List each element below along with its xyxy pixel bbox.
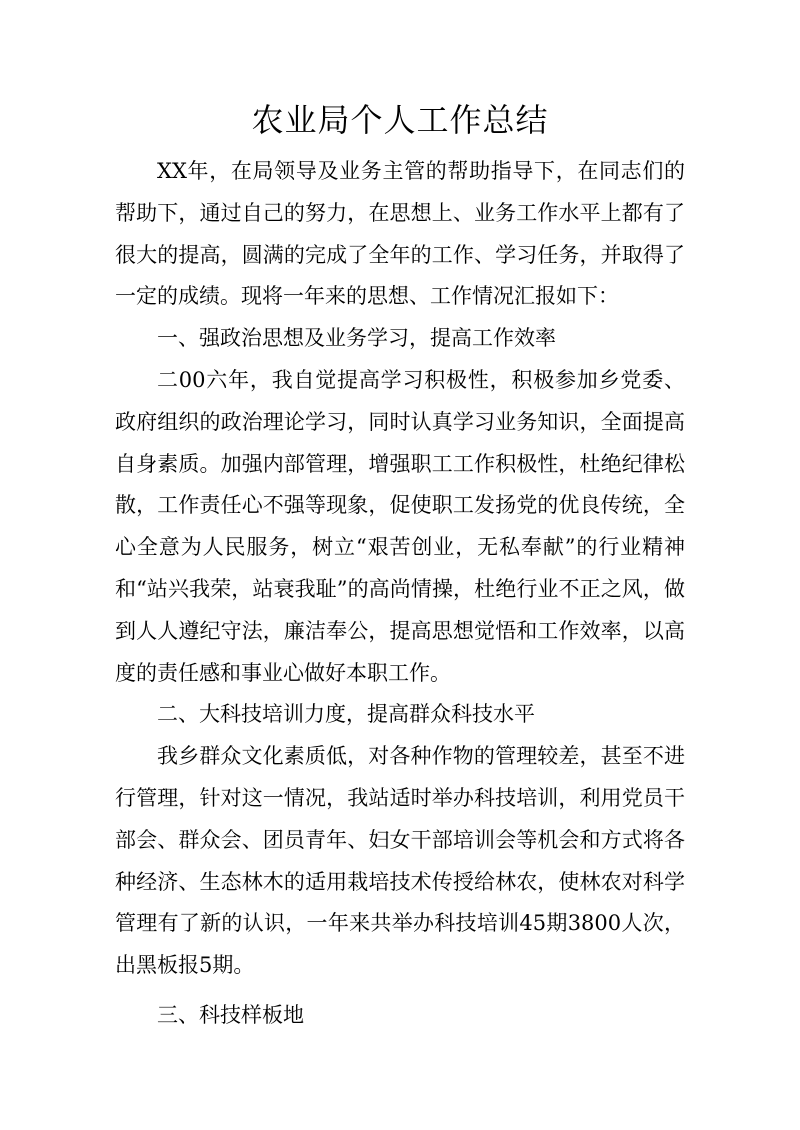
document-title: 农业局个人工作总结 [251,101,549,139]
document-body [115,151,685,1037]
section-2-paragraph: 我乡群众文化素质低，对各种作物的管理较差，甚至不进行管理，针对这一情况，我站适时举办科技培训，利用党员干部会、群众会、团员青年、妇女干部培训会等机会和方式将各种经济、生态林木的适用栽培技术传授给林农，使林农对科学管理有了新的认识，一年来共举办科技培训45期3800人次，出黑板报5期。 [115,744,685,978]
section-1-paragraph: 二00六年，我自觉提高学习积极性，积极参加乡党委、政府组织的政治理论学习，同时认真学习业务知识，全面提高自身素质。加强内部管理，增强职工工作积极性，杜绝纪律松散，工作责任心不强等现象，促使职工发扬党的优良传统，全心全意为人民服务，树立“艰苦创业，无私奉献”的行业精神和“站兴我荣，站衰我耻”的高尚情操，杜绝行业不正之风，做到人人遵纪守法，廉洁奉公，提高思想觉悟和工作效率，以高度的责任感和事业心做好本职工作。 [115,367,685,685]
section-3-heading: 三、科技样板地 [157,1002,304,1027]
intro-paragraph: XX年，在局领导及业务主管的帮助指导下，在同志们的帮助下，通过自己的努力，在思想上、业务工作水平上都有了很大的提高，圆满的完成了全年的工作、学习任务，并取得了一定的成绩。现将一年来的思想、工作情况汇报如下： [115,159,685,309]
section-2-heading: 二、大科技培训力度，提高群众科技水平 [157,702,535,727]
section-1-heading: 一、强政治思想及业务学习，提高工作效率 [157,326,556,351]
